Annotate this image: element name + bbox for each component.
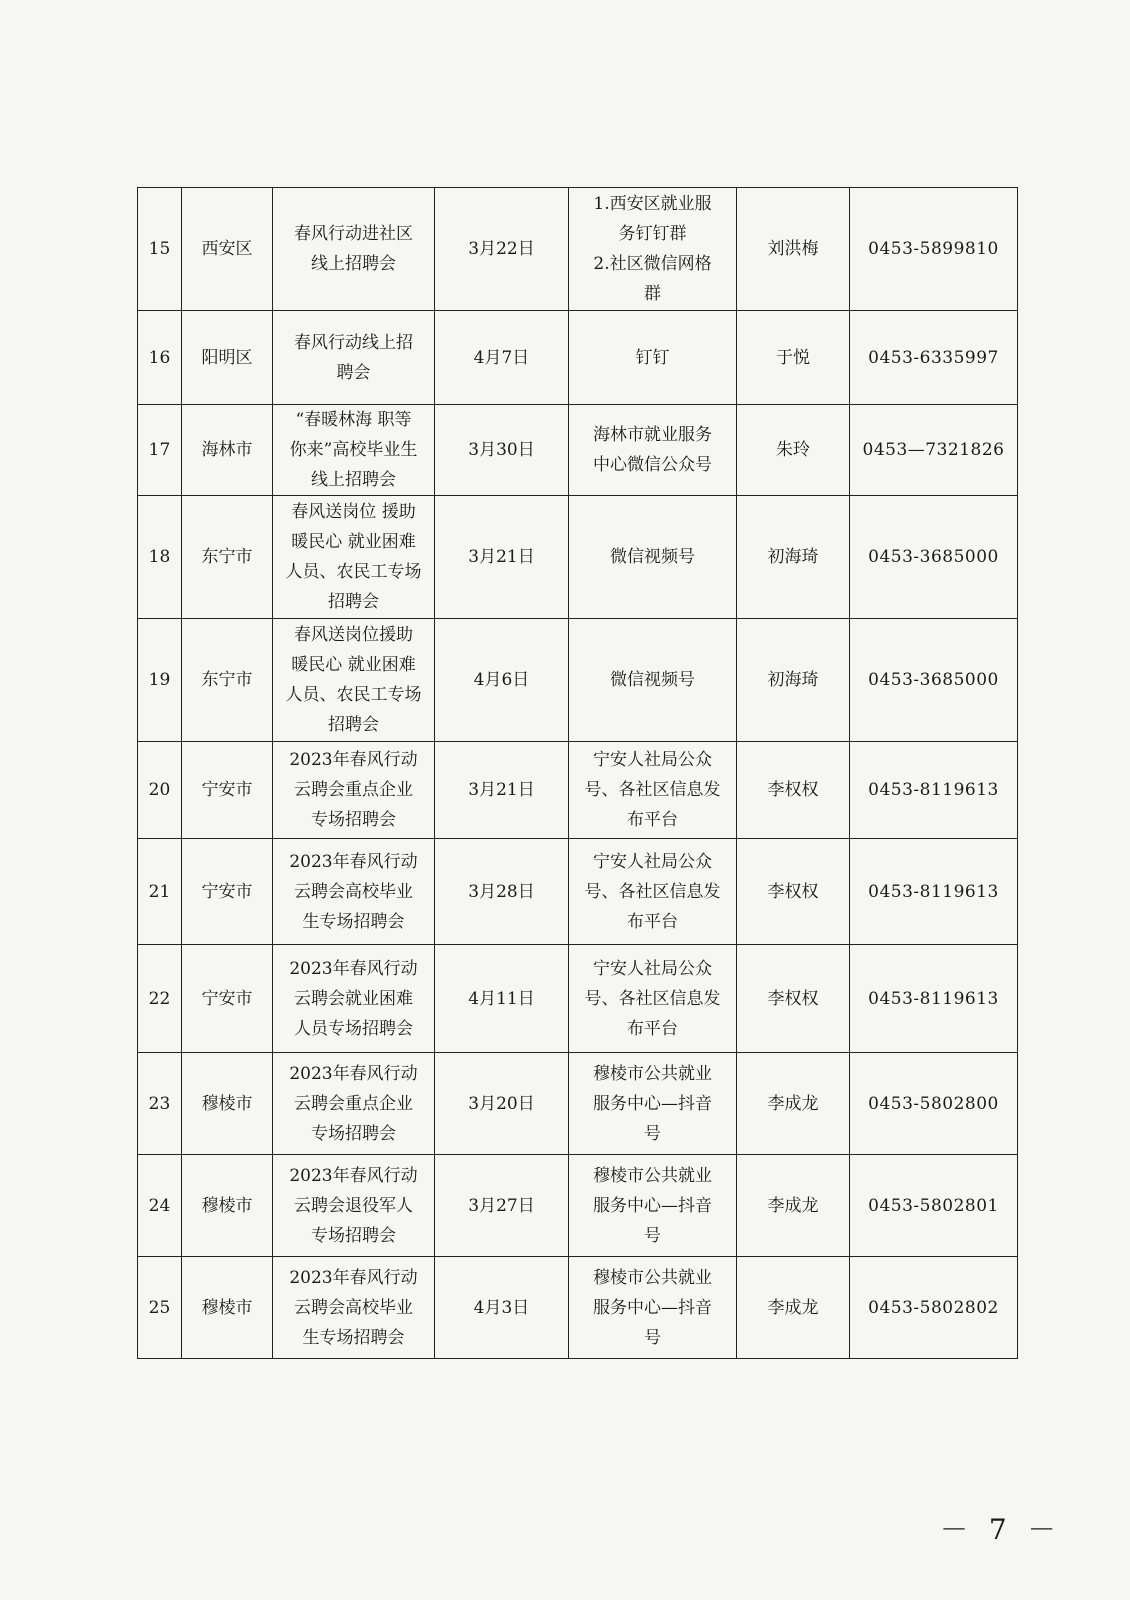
date-cell: 3月21日 xyxy=(435,742,569,839)
row-number: 18 xyxy=(138,496,182,619)
event-name-cell-line: 云聘会高校毕业 xyxy=(294,1297,413,1318)
table-row xyxy=(138,1053,1018,1155)
region-cell: 东宁市 xyxy=(182,619,273,742)
contact-cell: 李成龙 xyxy=(737,1257,850,1359)
event-name-cell-line: 2023年春风行动 xyxy=(289,1063,418,1084)
channel-cell-line: 1.西安区就业服 xyxy=(593,194,712,214)
event-name-cell-line: 你来”高校毕业生 xyxy=(289,440,418,460)
event-name-cell-line: 暖民心 就业困难 xyxy=(291,532,416,552)
channel-cell-line: 号、各社区信息发 xyxy=(584,881,721,902)
channel-cell-line: 穆棱市公共就业 xyxy=(593,1267,712,1288)
phone-cell: 0453-8119613 xyxy=(850,945,1018,1053)
contact-cell: 李权权 xyxy=(737,742,850,839)
event-name-cell-line: 云聘会重点企业 xyxy=(294,780,413,800)
region-cell: 穆棱市 xyxy=(182,1257,273,1359)
channel-cell xyxy=(569,311,737,405)
contact-cell: 李成龙 xyxy=(737,1053,850,1155)
event-name-cell-line: 云聘会重点企业 xyxy=(294,1093,413,1114)
contact-cell: 李权权 xyxy=(737,945,850,1053)
region-cell: 阳明区 xyxy=(182,311,273,405)
event-name-cell-line: 线上招聘会 xyxy=(311,470,396,490)
event-name-cell-line: 专场招聘会 xyxy=(311,1225,396,1246)
row-number: 20 xyxy=(138,742,182,839)
event-name-cell-line: 招聘会 xyxy=(328,592,379,612)
row-number: 19 xyxy=(138,619,182,742)
table-row xyxy=(138,311,1018,405)
region-cell: 穆棱市 xyxy=(182,1155,273,1257)
table-row xyxy=(138,839,1018,945)
channel-cell-line: 微信视频号 xyxy=(610,547,695,567)
channel-cell-line: 号、各社区信息发 xyxy=(584,988,721,1009)
event-name-cell-line: 云聘会就业困难 xyxy=(294,988,413,1009)
table-row xyxy=(138,619,1018,742)
table-row xyxy=(138,496,1018,619)
date-cell: 3月30日 xyxy=(435,405,569,496)
channel-cell-line: 布平台 xyxy=(627,911,678,932)
contact-cell: 李权权 xyxy=(737,839,850,945)
event-name-cell xyxy=(273,742,435,839)
job-fair-table xyxy=(137,187,1018,1359)
date-cell: 4月6日 xyxy=(435,619,569,742)
event-name-cell xyxy=(273,1257,435,1359)
event-name-cell xyxy=(273,945,435,1053)
date-cell: 3月22日 xyxy=(435,188,569,311)
channel-cell-line: 服务中心—抖音 xyxy=(593,1297,712,1318)
phone-cell: 0453-8119613 xyxy=(850,742,1018,839)
channel-cell-line: 服务中心—抖音 xyxy=(593,1093,712,1114)
date-cell: 3月27日 xyxy=(435,1155,569,1257)
event-name-cell xyxy=(273,311,435,405)
date-cell: 4月3日 xyxy=(435,1257,569,1359)
phone-cell: 0453-5802802 xyxy=(850,1257,1018,1359)
channel-cell-line: 布平台 xyxy=(627,810,678,830)
event-name-cell xyxy=(273,496,435,619)
event-name-cell-line: 人员专场招聘会 xyxy=(294,1018,413,1039)
channel-cell xyxy=(569,839,737,945)
date-cell: 3月20日 xyxy=(435,1053,569,1155)
event-name-cell-line: 招聘会 xyxy=(328,715,379,735)
event-name-cell xyxy=(273,1155,435,1257)
region-cell: 穆棱市 xyxy=(182,1053,273,1155)
contact-cell: 朱玲 xyxy=(737,405,850,496)
row-number: 22 xyxy=(138,945,182,1053)
channel-cell-line: 中心微信公众号 xyxy=(593,455,712,475)
region-cell: 宁安市 xyxy=(182,839,273,945)
phone-cell: 0453—7321826 xyxy=(850,405,1018,496)
channel-cell xyxy=(569,405,737,496)
channel-cell xyxy=(569,188,737,311)
region-cell: 宁安市 xyxy=(182,945,273,1053)
channel-cell xyxy=(569,619,737,742)
channel-cell xyxy=(569,742,737,839)
region-cell: 西安区 xyxy=(182,188,273,311)
phone-cell: 0453-5802800 xyxy=(850,1053,1018,1155)
region-cell: 宁安市 xyxy=(182,742,273,839)
event-name-cell-line: 专场招聘会 xyxy=(311,810,396,830)
table-row xyxy=(138,1155,1018,1257)
table-row xyxy=(138,945,1018,1053)
channel-cell-line: 群 xyxy=(644,284,661,304)
event-name-cell-line: 聘会 xyxy=(336,362,371,383)
page-number: － 7 － xyxy=(940,1513,1062,1546)
channel-cell-line: 号 xyxy=(644,1327,661,1348)
row-number: 21 xyxy=(138,839,182,945)
channel-cell-line: 穆棱市公共就业 xyxy=(593,1063,712,1084)
event-name-cell-line: 2023年春风行动 xyxy=(289,1267,418,1288)
phone-cell: 0453-5899810 xyxy=(850,188,1018,311)
channel-cell-line: 微信视频号 xyxy=(610,670,695,690)
row-number: 23 xyxy=(138,1053,182,1155)
date-cell: 3月28日 xyxy=(435,839,569,945)
event-name-cell-line: 人员、农民工专场 xyxy=(285,685,422,705)
event-name-cell-line: 云聘会高校毕业 xyxy=(294,881,413,902)
row-number: 25 xyxy=(138,1257,182,1359)
event-name-cell xyxy=(273,405,435,496)
table-body xyxy=(138,188,1018,1359)
channel-cell-line: 钉钉 xyxy=(635,347,670,368)
contact-cell: 李成龙 xyxy=(737,1155,850,1257)
event-name-cell-line: 2023年春风行动 xyxy=(289,750,418,770)
event-name-cell-line: 春风送岗位援助 xyxy=(294,625,413,645)
channel-cell-line: 号 xyxy=(644,1225,661,1246)
channel-cell xyxy=(569,1053,737,1155)
event-name-cell-line: 专场招聘会 xyxy=(311,1123,396,1144)
event-name-cell-line: 2023年春风行动 xyxy=(289,851,418,872)
phone-cell: 0453-6335997 xyxy=(850,311,1018,405)
channel-cell-line: 宁安人社局公众 xyxy=(593,851,712,872)
contact-cell: 初海琦 xyxy=(737,496,850,619)
table-row xyxy=(138,1257,1018,1359)
channel-cell-line: 服务中心—抖音 xyxy=(593,1195,712,1216)
table-row xyxy=(138,188,1018,311)
contact-cell: 于悦 xyxy=(737,311,850,405)
phone-cell: 0453-3685000 xyxy=(850,619,1018,742)
table-row xyxy=(138,742,1018,839)
channel-cell xyxy=(569,496,737,619)
region-cell: 东宁市 xyxy=(182,496,273,619)
event-name-cell xyxy=(273,1053,435,1155)
event-name-cell-line: 生专场招聘会 xyxy=(302,1327,405,1348)
date-cell: 4月7日 xyxy=(435,311,569,405)
phone-cell: 0453-5802801 xyxy=(850,1155,1018,1257)
event-name-cell-line: 暖民心 就业困难 xyxy=(291,655,416,675)
event-name-cell xyxy=(273,619,435,742)
event-name-cell-line: “春暖林海 职等 xyxy=(295,410,412,430)
row-number: 15 xyxy=(138,188,182,311)
event-name-cell-line: 线上招聘会 xyxy=(311,254,396,274)
channel-cell-line: 海林市就业服务 xyxy=(593,425,712,445)
phone-cell: 0453-3685000 xyxy=(850,496,1018,619)
contact-cell: 初海琦 xyxy=(737,619,850,742)
region-cell: 海林市 xyxy=(182,405,273,496)
table-row xyxy=(138,405,1018,496)
event-name-cell-line: 春风行动进社区 xyxy=(294,224,413,244)
event-name-cell xyxy=(273,188,435,311)
row-number: 17 xyxy=(138,405,182,496)
date-cell: 4月11日 xyxy=(435,945,569,1053)
channel-cell xyxy=(569,945,737,1053)
row-number: 16 xyxy=(138,311,182,405)
channel-cell-line: 号、各社区信息发 xyxy=(584,780,721,800)
channel-cell-line: 宁安人社局公众 xyxy=(593,958,712,979)
event-name-cell-line: 春风行动线上招 xyxy=(294,332,413,353)
event-name-cell-line: 春风送岗位 援助 xyxy=(291,502,416,522)
contact-cell: 刘洪梅 xyxy=(737,188,850,311)
channel-cell-line: 穆棱市公共就业 xyxy=(593,1165,712,1186)
channel-cell xyxy=(569,1155,737,1257)
event-name-cell-line: 云聘会退役军人 xyxy=(294,1195,413,1216)
event-name-cell xyxy=(273,839,435,945)
row-number: 24 xyxy=(138,1155,182,1257)
date-cell: 3月21日 xyxy=(435,496,569,619)
channel-cell-line: 布平台 xyxy=(627,1018,678,1039)
event-name-cell-line: 生专场招聘会 xyxy=(302,911,405,932)
channel-cell-line: 2.社区微信网格 xyxy=(593,254,712,274)
phone-cell: 0453-8119613 xyxy=(850,839,1018,945)
event-name-cell-line: 2023年春风行动 xyxy=(289,958,418,979)
channel-cell-line: 务钉钉群 xyxy=(618,224,687,244)
event-name-cell-line: 2023年春风行动 xyxy=(289,1165,418,1186)
channel-cell-line: 宁安人社局公众 xyxy=(593,750,712,770)
channel-cell xyxy=(569,1257,737,1359)
channel-cell-line: 号 xyxy=(644,1123,661,1144)
event-name-cell-line: 人员、农民工专场 xyxy=(285,562,422,582)
